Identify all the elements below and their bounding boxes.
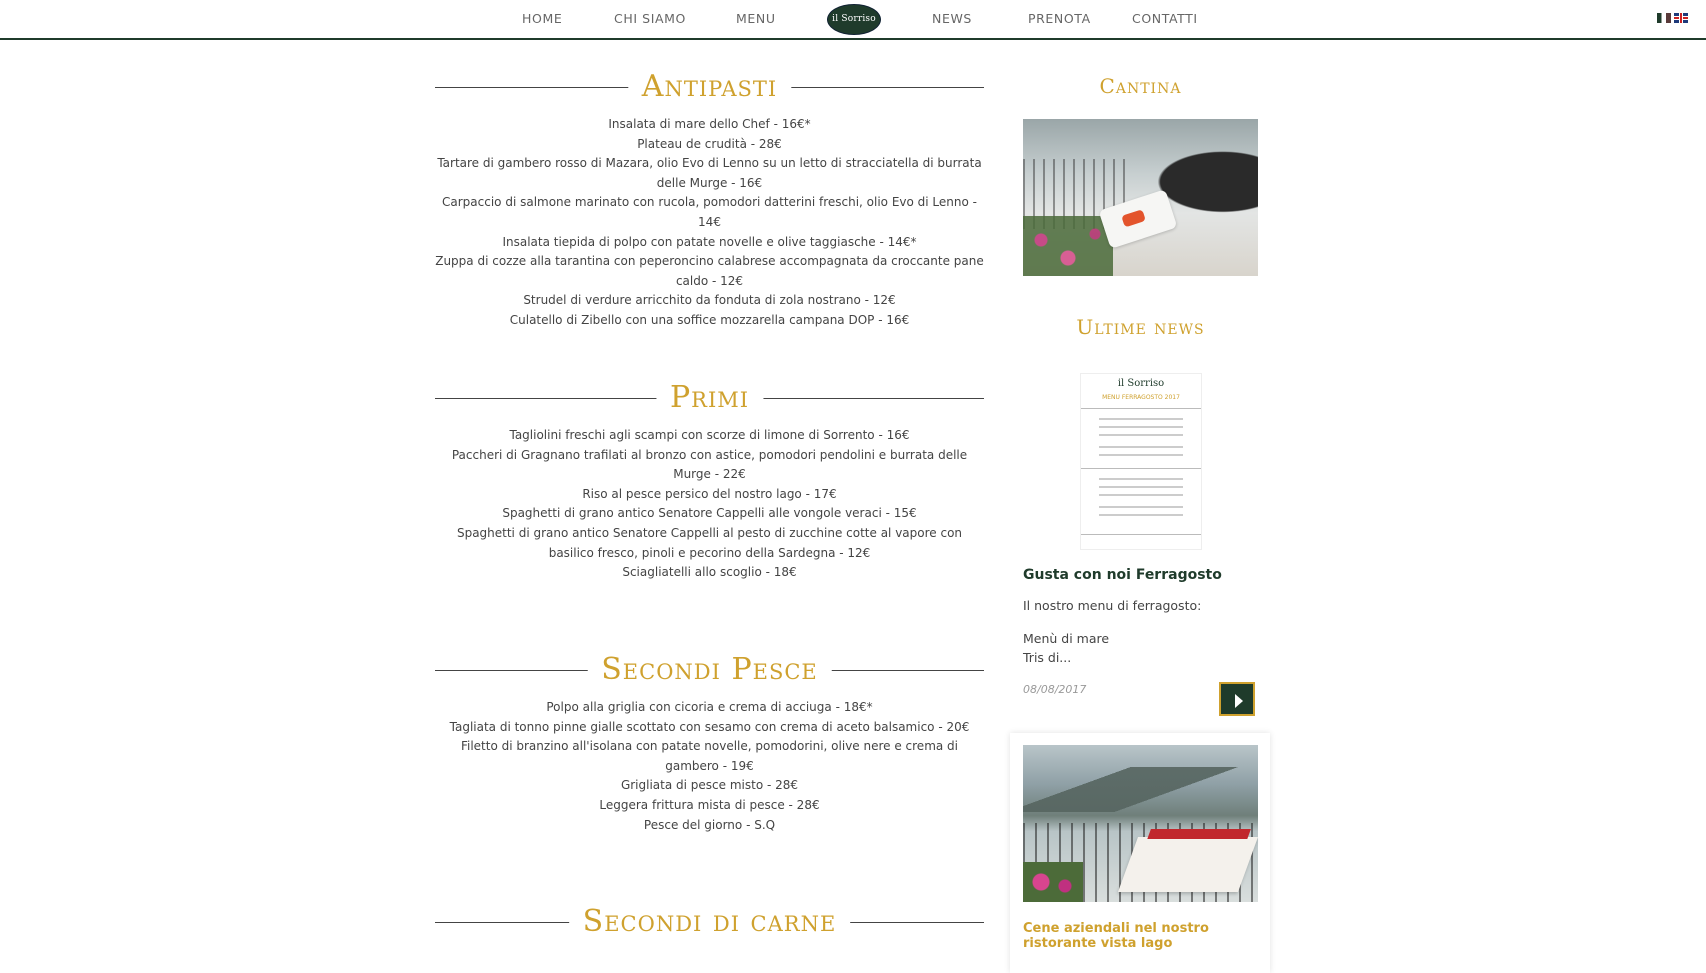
thumb-divider xyxy=(1081,534,1201,535)
section-title: Secondi Pesce xyxy=(587,650,832,690)
nav-news[interactable]: NEWS xyxy=(932,11,972,26)
dish-item: Sciagliatelli allo scoglio - 18€ xyxy=(622,565,797,580)
menu-section-primi xyxy=(435,378,984,583)
dish-item: Pesce del giorno - S.Q xyxy=(643,817,776,832)
thumbnail-logo: il Sorriso xyxy=(1117,378,1165,389)
flowers xyxy=(1023,862,1083,902)
cantina-title: Cantina xyxy=(1099,74,1182,98)
news-date: 08/08/2017 xyxy=(1023,683,1087,696)
card-image[interactable] xyxy=(1023,745,1258,902)
read-more-button[interactable] xyxy=(1219,682,1255,716)
news-headline[interactable]: Gusta con noi Ferragosto xyxy=(1023,567,1222,583)
dish-item: Zuppa di cozze alla tarantina con peperoncino calabrese accompagnata da croccante pane caldo - 12€ xyxy=(435,254,984,288)
news-card[interactable] xyxy=(1010,733,1270,973)
card-title[interactable]: Cene aziendali nel nostro ristorante vista lago xyxy=(1023,921,1209,951)
news-title: Ultime news xyxy=(1076,315,1205,339)
dish-item: Spaghetti di grano antico Senatore Cappelli al pesto di zucchine cotte al vapore con basilico fresco, pinoli e pecorino della Sardegna - 12€ xyxy=(456,525,963,560)
dish-item: Grigliata di pesce misto - 28€ xyxy=(620,778,799,793)
dish-list xyxy=(435,426,984,583)
section-header xyxy=(435,902,984,942)
site-logo[interactable]: il Sorriso xyxy=(827,4,881,35)
dish-item: Polpo alla griglia con cicoria e crema di acciuga - 18€* xyxy=(546,700,873,714)
nav-menu[interactable]: MENU xyxy=(736,11,776,26)
thumb-divider xyxy=(1081,468,1201,469)
thumb-text-line xyxy=(1099,454,1183,456)
nav-chi-siamo[interactable]: CHI SIAMO xyxy=(614,11,686,26)
thumbnail-title: MENU FERRAGOSTO 2017 xyxy=(1102,394,1180,401)
thumb-divider xyxy=(1081,408,1201,409)
section-title: Primi xyxy=(656,378,763,418)
menu-section-secondi-pesce xyxy=(435,650,984,835)
thumb-text-line xyxy=(1099,418,1183,420)
news-line: Menù di mare xyxy=(1023,631,1110,646)
italian-flag-icon[interactable] xyxy=(1657,13,1671,23)
flowers xyxy=(1023,216,1113,276)
menu-section-secondi-carne xyxy=(435,902,984,942)
mountains xyxy=(1023,767,1258,812)
cantina-image[interactable] xyxy=(1023,119,1258,276)
english-flag-icon[interactable] xyxy=(1674,13,1688,23)
news-line: Tris di... xyxy=(1023,650,1072,665)
thumb-text-line xyxy=(1099,494,1183,496)
dish-item: Insalata di mare dello Chef - 16€* xyxy=(608,117,811,131)
dish-item: Carpaccio di salmone marinato con rucola, pomodori datterini freschi, olio Evo di Lenno - 14€ xyxy=(442,195,977,229)
nav-contatti[interactable]: CONTATTI xyxy=(1132,11,1198,26)
thumb-text-line xyxy=(1099,506,1183,508)
section-title: Antipasti xyxy=(628,67,791,107)
dish-item: Leggera frittura mista di pesce - 28€ xyxy=(599,797,820,812)
nav-home[interactable]: HOME xyxy=(522,11,563,26)
news-excerpt: Il nostro menu di ferragosto: xyxy=(1023,598,1202,613)
thumb-text-line xyxy=(1099,514,1183,516)
section-title: Secondi di carne xyxy=(569,902,851,942)
thumb-text-line xyxy=(1099,434,1183,436)
dish-item: Strudel di verdure arricchito da fonduta di zola nostrano - 12€ xyxy=(523,293,896,308)
section-header xyxy=(435,650,984,690)
dish-item: Tagliolini freschi agli scampi con scorze di limone di Sorrento - 16€ xyxy=(509,428,910,442)
top-navigation xyxy=(0,0,1706,40)
dish-item: Spaghetti di grano antico Senatore Cappelli alle vongole veraci - 15€ xyxy=(502,506,917,521)
thumb-text-line xyxy=(1099,486,1183,488)
language-switcher xyxy=(1657,13,1688,23)
restaurant-table xyxy=(1118,837,1258,892)
dish-item: Filetto di branzino all'isolana con patate novelle, pomodorini, olive nere e crema di gambero - 19€ xyxy=(460,739,959,773)
nav-prenota[interactable]: PRENOTA xyxy=(1028,11,1091,26)
dish-item: Tagliata di tonno pinne gialle scottato con sesamo con crema di aceto balsamico - 20€ xyxy=(449,719,970,734)
thumb-text-line xyxy=(1099,426,1183,428)
dish-item: Plateau de crudità - 28€ xyxy=(637,136,782,151)
thumb-text-line xyxy=(1099,478,1183,480)
dish-list xyxy=(435,698,984,835)
dish-item: Culatello di Zibello con una soffice mozzarella campana DOP - 16€ xyxy=(509,312,910,327)
dish-list xyxy=(435,115,984,331)
section-header xyxy=(435,378,984,418)
dish-item: Tartare di gambero rosso di Mazara, olio Evo di Lenno su un letto di stracciatella di burrata delle Murge - 16€ xyxy=(437,156,982,190)
dish-item: Insalata tiepida di polpo con patate novelle e olive taggiasche - 14€* xyxy=(502,234,917,249)
menu-section-antipasti xyxy=(435,67,984,331)
dish-item: Paccheri di Gragnano trafilati al bronzo con astice, pomodori pendolini e burrata delle Murge - 22€ xyxy=(451,447,968,482)
dish-item: Riso al pesce persico del nostro lago - 17€ xyxy=(582,486,837,501)
news-thumbnail[interactable] xyxy=(1080,373,1202,550)
section-header xyxy=(435,67,984,107)
thumb-text-line xyxy=(1099,446,1183,448)
